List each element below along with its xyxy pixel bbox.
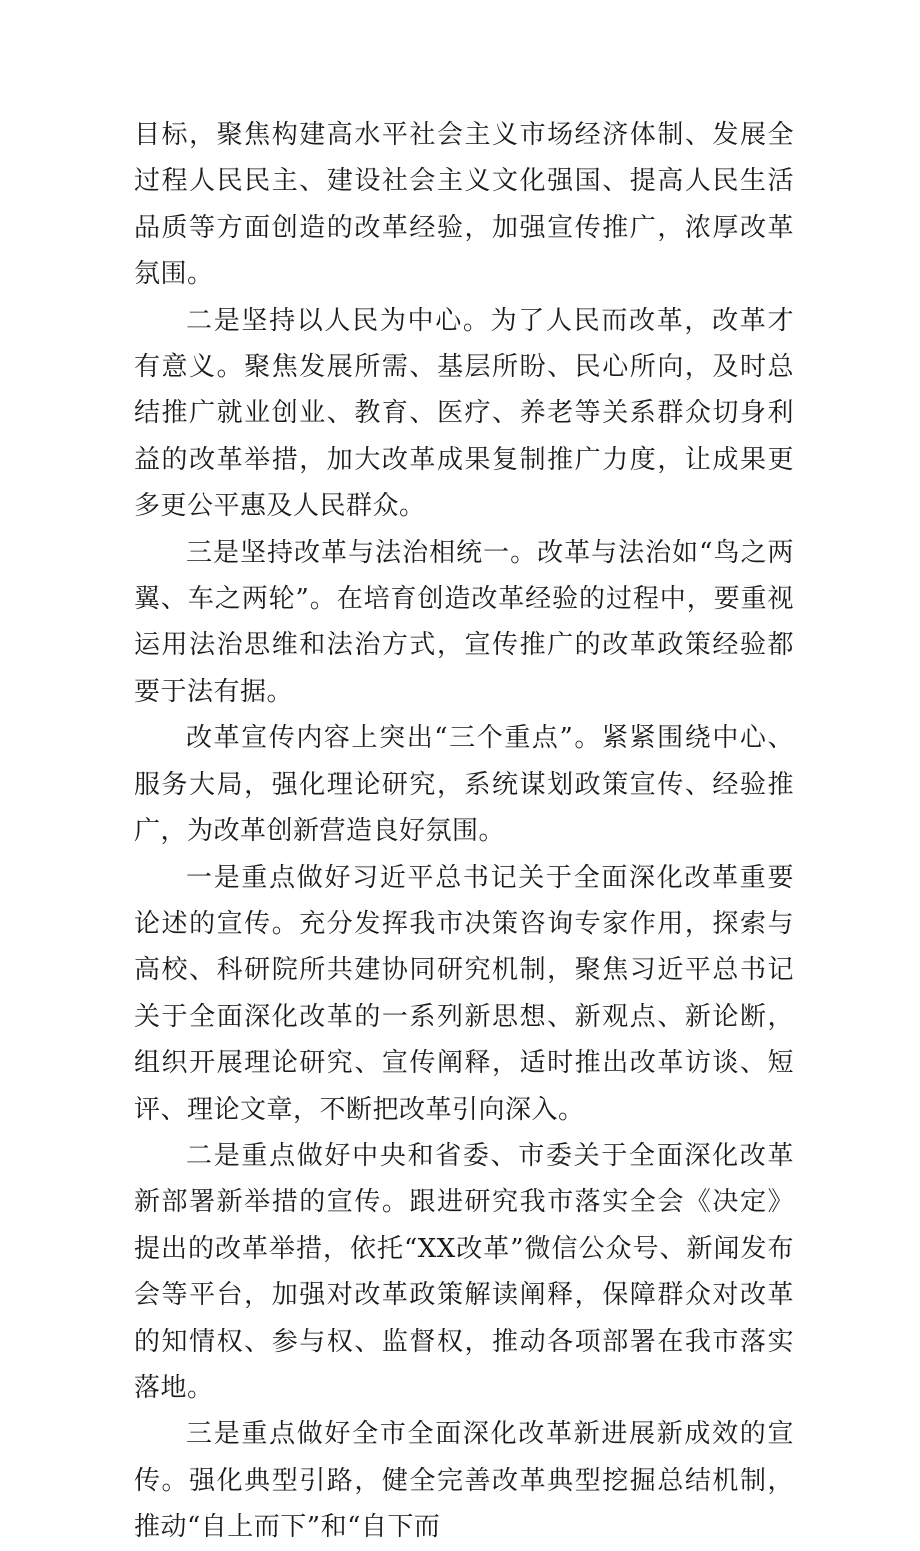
paragraph-continued-goals: 目标，聚焦构建高水平社会主义市场经济体制、发展全过程人民民主、建设社会主义文化强国、提高人民生活品质等方面创造的改革经验，加强宣传推广，浓厚改革氛围。 — [134, 120, 794, 290]
paragraph-key-point-two: 二是重点做好中央和省委、市委关于全面深化改革新部署新举措的宣传。跟进研究我市落实全会《决定》提出的改革举措，依托“XX改革”微信公众号、新闻发布会等平台，加强对改革政策解读阐释，保障群众对改革的知情权、参与权、监督权，推动各项部署在我市落实落地。 — [134, 1140, 794, 1403]
paragraph-three-key-points: 改革宣传内容上突出“三个重点”。紧紧围绕中心、服务大局，强化理论研究，系统谋划政策宣传、经验推广，为改革创新营造良好氛围。 — [134, 723, 794, 847]
document-body — [134, 112, 794, 1551]
paragraph-key-point-three: 三是重点做好全市全面深化改革新进展新成效的宣传。强化典型引路，健全完善改革典型挖掘总结机制，推动“自上而下”和“自下而 — [134, 1419, 794, 1543]
paragraph-key-point-one: 一是重点做好习近平总书记关于全面深化改革重要论述的宣传。充分发挥我市决策咨询专家作用，探索与高校、科研院所共建协同研究机制，聚焦习近平总书记关于全面深化改革的一系列新思想、新观点、新论断，组织开展理论研究、宣传阐释，适时推出改革访谈、短评、理论文章，不断把改革引向深入。 — [134, 862, 794, 1125]
paragraph-reform-rule-of-law: 三是坚持改革与法治相统一。改革与法治如“鸟之两翼、车之两轮”。在培育创造改革经验的过程中，要重视运用法治思维和法治方式，宣传推广的改革政策经验都要于法有据。 — [134, 537, 794, 707]
paragraph-people-centered: 二是坚持以人民为中心。为了人民而改革，改革才有意义。聚焦发展所需、基层所盼、民心所向，及时总结推广就业创业、教育、医疗、养老等关系群众切身利益的改革举措，加大改革成果复制推广力度，让成果更多更公平惠及人民群众。 — [134, 305, 794, 522]
